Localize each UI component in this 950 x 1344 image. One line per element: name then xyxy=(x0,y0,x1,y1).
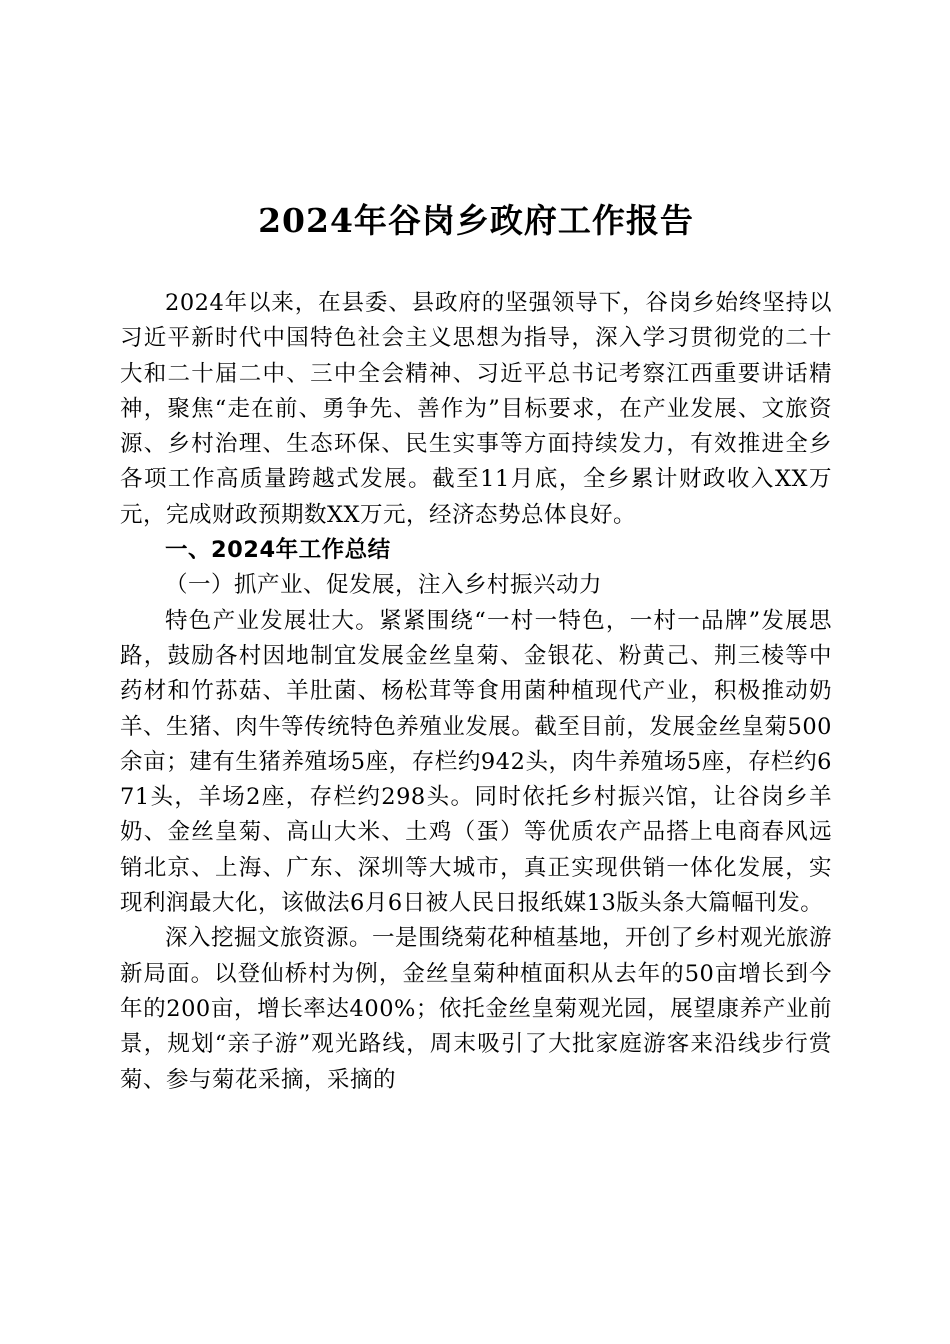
subsection-heading-industry: （一）抓产业、促发展，注入乡村振兴动力 xyxy=(165,572,603,599)
paragraph-industry-development: 特色产业发展壮大。紧紧围绕“一村一特色，一村一品牌”发展思路，鼓励各村因地制宜发展金丝皇菊、金银花、粉黄己、荆三棱等中药材和竹荪菇、羊肚菌、杨松茸等食用菌种植现代产业，积极推动奶羊、生猪、肉牛等传统特色养殖业发展。截至目前，发展金丝皇菊500余亩；建有生猪养殖场5座，存栏约942头，肉牛养殖场5座，存栏约671头，羊场2座，存栏约298头。同时依托乡村振兴馆，让谷岗乡羊奶、金丝皇菊、高山大米、土鸡（蛋）等优质农产品搭上电商春风远销北京、上海、广东、深圳等大城市，真正实现供销一体化发展，实现利润最大化，该做法6月6日被人民日报纸媒13版头条大篇幅刊发。 xyxy=(120,607,832,917)
document-body xyxy=(120,286,832,1098)
paragraph-cultural-tourism: 深入挖掘文旅资源。一是围绕菊花种植基地，开创了乡村观光旅游新局面。以登仙桥村为例，金丝皇菊种植面积从去年的50亩增长到今年的200亩，增长率达400%；依托金丝皇菊观光园，展望康养产业前景，规划“亲子游”观光路线，周末吸引了大批家庭游客来沿线步行赏菊、参与菊花采摘，采摘的 xyxy=(120,925,833,1093)
section-heading-work-summary: 一、2024年工作总结 xyxy=(165,537,391,564)
intro-paragraph: 2024年以来，在县委、县政府的坚强领导下，谷岗乡始终坚持以习近平新时代中国特色社会主义思想为指导，深入学习贯彻党的二十大和二十届二中、三中全会精神、习近平总书记考察江西重要讲话精神，聚焦“走在前、勇争先、善作为”目标要求，在产业发展、文旅资源、乡村治理、生态环保、民生实事等方面持续发力，有效推进全乡各项工作高质量跨越式发展。截至11月底，全乡累计财政收入XX万元，完成财政预期数XX万元，经济态势总体良好。 xyxy=(120,290,832,528)
document-title: 2024年谷岗乡政府工作报告 xyxy=(258,201,694,240)
